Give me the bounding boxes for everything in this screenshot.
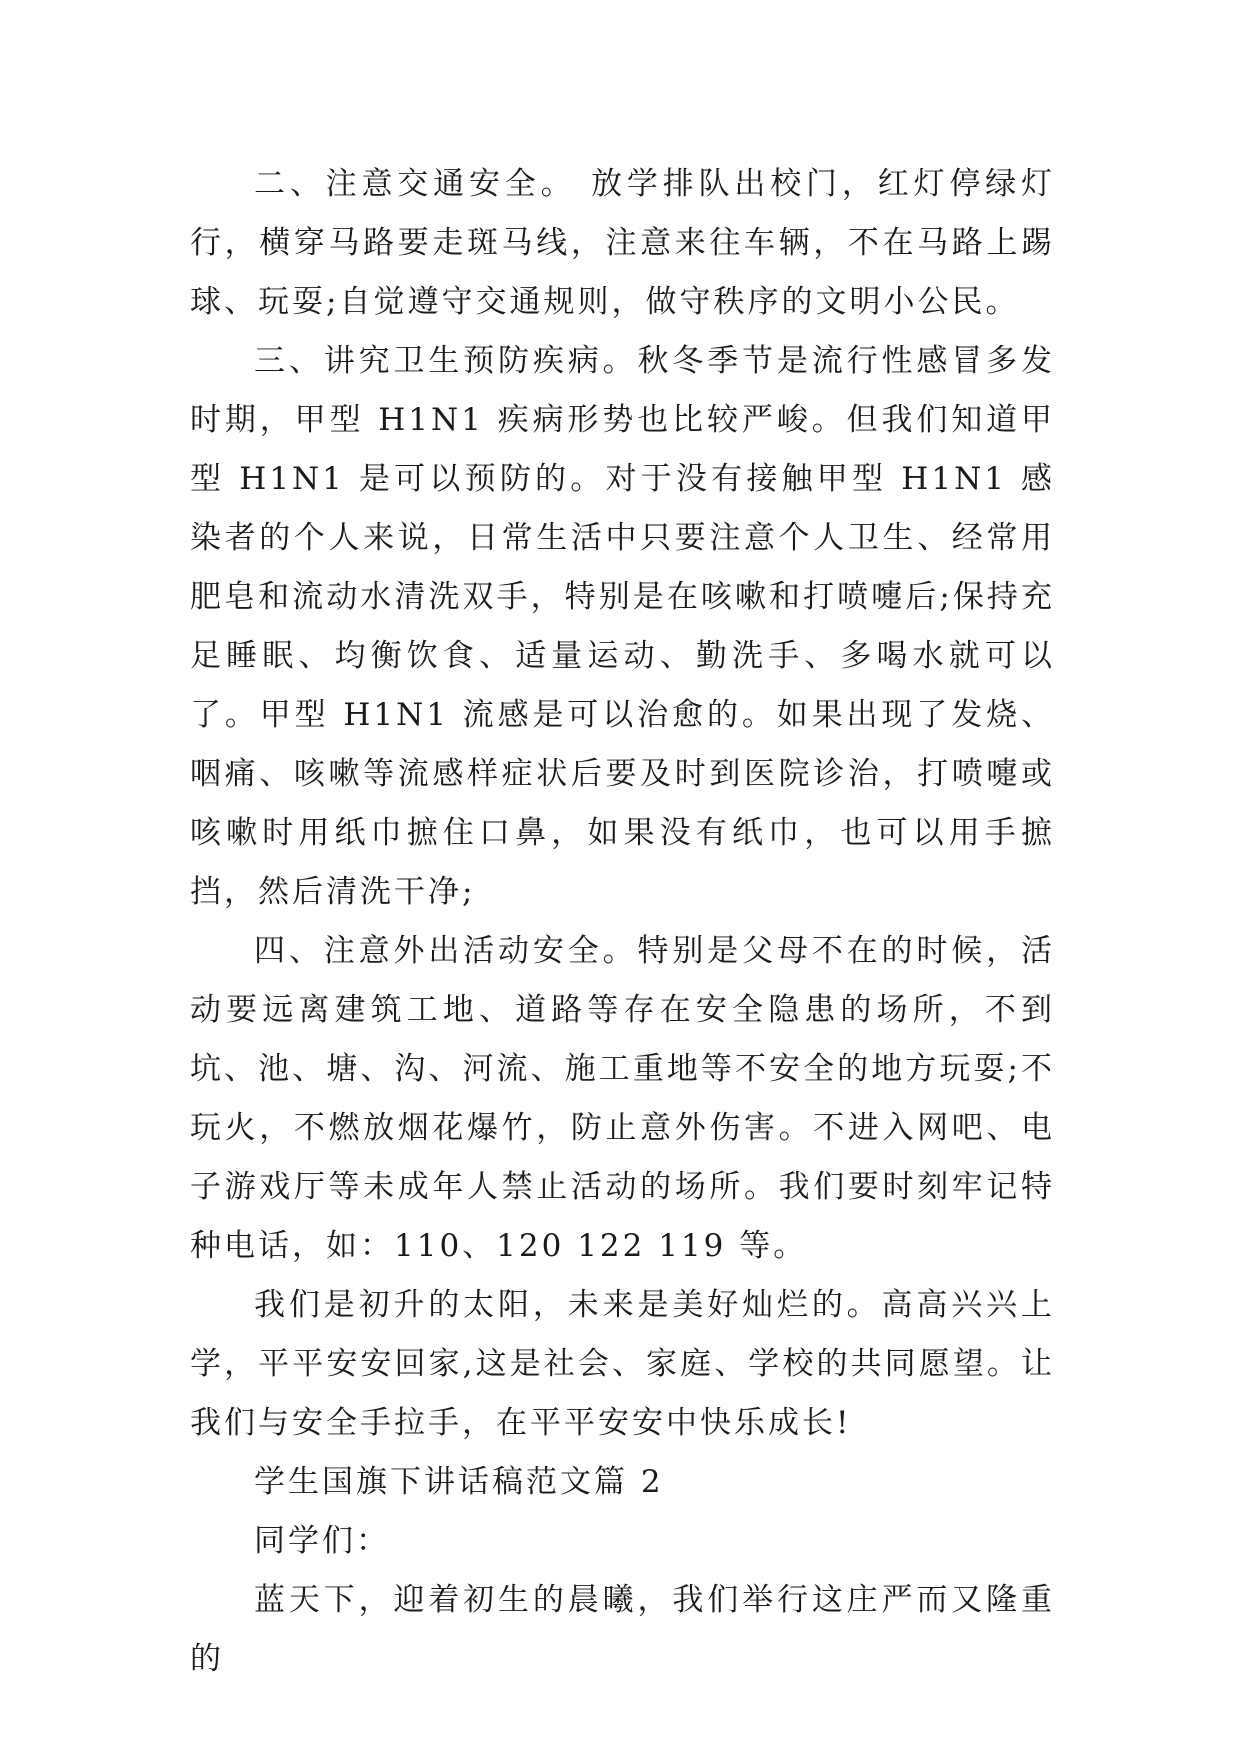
salutation: 同学们： — [254, 1523, 390, 1559]
paragraph-disease-prevention: 三、讲究卫生预防疾病。秋冬季节是流行性感冒多发时期，甲型 H1N1 疾病形势也比较严峻。但我们知道甲型 H1N1 是可以预防的。对于没有接触甲型 H1N1 感染者的个人来说，日常生活中只要注意个人卫生、经常用肥皂和流动水清洗双手，特别是在咳嗽和打喷嚏后;保持充足睡眠、均衡饮食、适量运动、勤洗手、多喝水就可以了。甲型 H1N1 流感是可以治愈的。如果出现了发烧、咽痛、咳嗽等流感样症状后要及时到医院诊治，打喷嚏或咳嗽时用纸巾摭住口鼻，如果没有纸巾，也可以用手摭挡，然后清洗干净; — [190, 343, 1055, 910]
paragraph-opening: 蓝天下，迎着初生的晨曦，我们举行这庄严而又隆重的 — [190, 1582, 1055, 1677]
section-heading: 学生国旗下讲话稿范文篇 2 — [254, 1464, 664, 1500]
paragraph-traffic-safety: 二、注意交通安全。 放学排队出校门，红灯停绿灯行，横穿马路要走斑马线，注意来往车辆，不在马路上踢球、玩耍;自觉遵守交通规则，做守秩序的文明小公民。 — [190, 166, 1055, 320]
paragraph-outdoor-safety: 四、注意外出活动安全。特别是父母不在的时候，活动要远离建筑工地、道路等存在安全隐患的场所，不到坑、池、塘、沟、河流、施工重地等不安全的地方玩耍;不玩火，不燃放烟花爆竹，防止意外伤害。不进入网吧、电子游戏厅等未成年人禁止活动的场所。我们要时刻牢记特种电话，如：110、120 122 119 等。 — [190, 933, 1055, 1264]
paragraph-conclusion: 我们是初升的太阳，未来是美好灿烂的。高高兴兴上学，平平安安回家,这是社会、家庭、学校的共同愿望。让我们与安全手拉手，在平平安安中快乐成长! — [190, 1287, 1055, 1441]
document-body — [190, 155, 1055, 1689]
